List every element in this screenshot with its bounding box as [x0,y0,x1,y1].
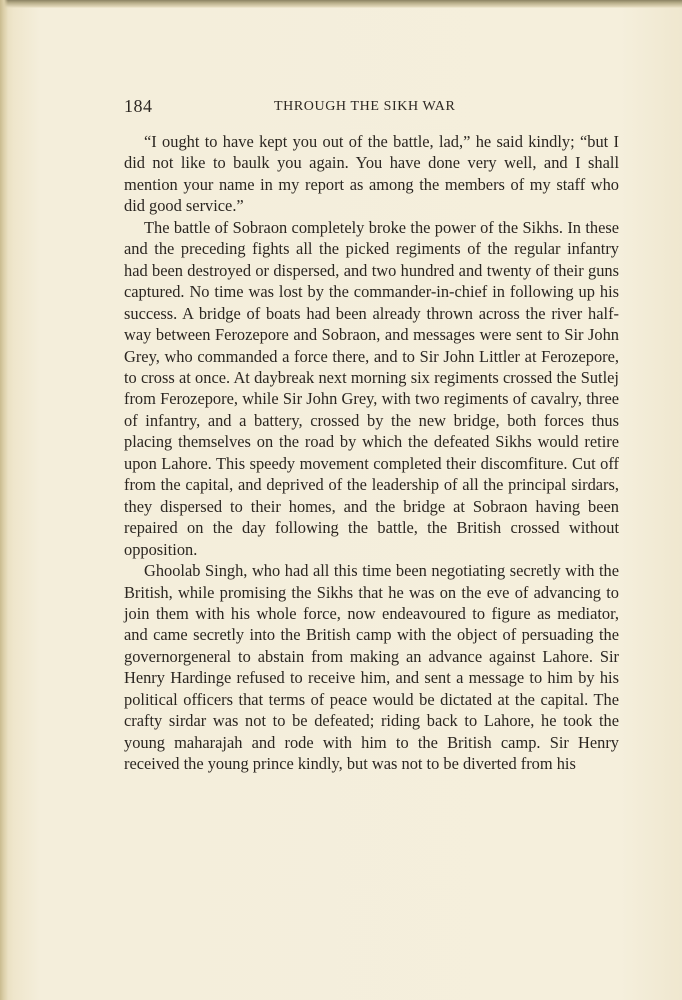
paragraph: The battle of Sobraon completely broke the power of the Sikhs. In these and the preceding fights all the picked regiments of the regular infantry had been destroyed or dispersed, and two hundred and twenty of their guns captured. No time was lost by the commander-in-chief in following up his success. A bridge of boats had been already thrown across the river half-way between Ferozepore and Sobraon, and messages were sent to Sir John Grey, who commanded a force there, and to Sir John Littler at Ferozepore, to cross at once. At daybreak next morning six regiments crossed the Sutlej from Ferozepore, while Sir John Grey, with two regiments of cavalry, three of infantry, and a battery, crossed by the new bridge, both forces thus placing themselves on the road by which the defeated Sikhs would retire upon Lahore. This speedy movement completed their discomfiture. Cut off from the capital, and deprived of the leadership of all the principal sirdars, they dispersed to their homes, and the bridge at Sobraon having been repaired on the day following the battle, the British crossed without opposition. [124,217,619,559]
page-top-edge [0,0,682,8]
body-text [124,131,619,775]
paragraph: “I ought to have kept you out of the battle, lad,” he said kindly; “but I did not like to baulk you again. You have done very well, and I shall mention your name in my report as among the members of my staff who did good service.” [124,132,619,216]
running-head [124,96,620,120]
page-number: 184 [124,96,153,116]
page-binding-edge [0,0,8,1000]
running-title: THROUGH THE SIKH WAR [274,99,456,114]
paragraph: Ghoolab Singh, who had all this time been negotiating secretly with the British, while promising the Sikhs that he was on the eve of advancing to join them with his whole force, now endeavoured to figure as mediator, and came secretly into the British camp with the object of persuading the governorgeneral to abstain from making an advance against Lahore. Sir Henry Hardinge refused to receive him, and sent a message to him by his political officers that terms of peace would be dictated at the capital. The crafty sirdar was not to be defeated; riding back to Lahore, he took the young maharajah and rode with him to the British camp. Sir Henry received the young prince kindly, but was not to be diverted from his [124,561,619,774]
